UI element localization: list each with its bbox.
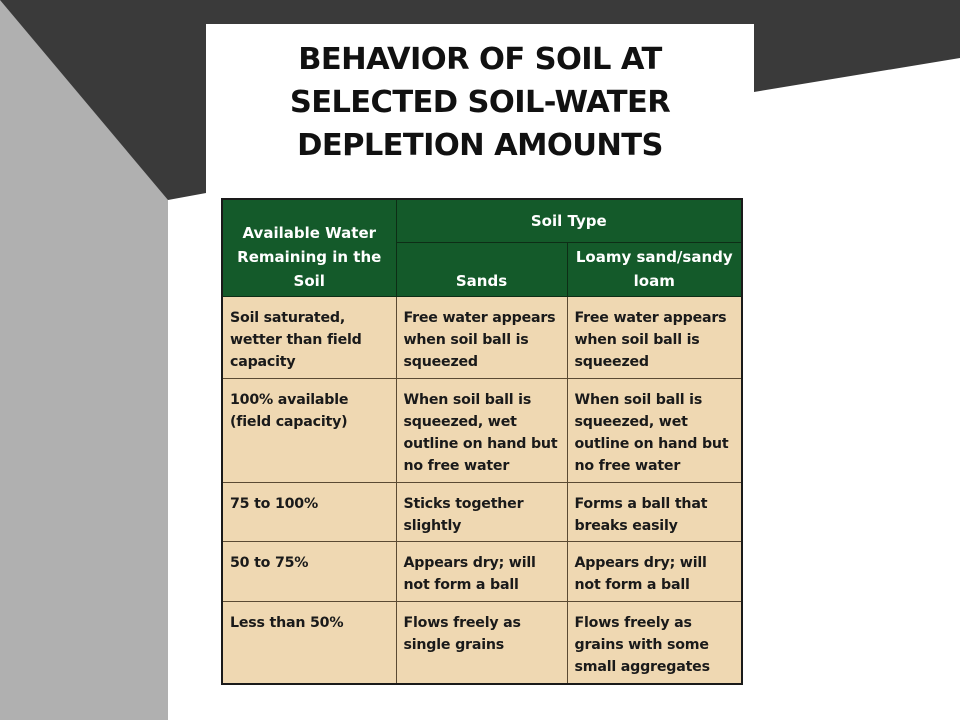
header-sands: Sands [396,243,567,297]
cell-sands: Free water appears when soil ball is squeezed [396,297,567,379]
header-soil-type: Soil Type [396,199,742,243]
header-row-1 [222,199,742,243]
title-line-1: BEHAVIOR OF SOIL AT [298,42,662,77]
table-row [222,601,742,684]
soil-behavior-table [221,198,743,685]
header-available-water: Available Water Remaining in the Soil [222,199,396,297]
cell-available: 50 to 75% [222,542,396,602]
cell-available: Soil saturated, wetter than field capacity [222,297,396,379]
cell-sands: When soil ball is squeezed, wet outline on hand but no free water [396,378,567,482]
table-row [222,378,742,482]
cell-sands: Appears dry; will not form a ball [396,542,567,602]
title-line-3: DEPLETION AMOUNTS [297,128,663,163]
figure-title [206,38,754,167]
cell-loam: Flows freely as grains with some small aggregates [567,601,742,684]
cell-loam: When soil ball is squeezed, wet outline on hand but no free water [567,378,742,482]
cell-loam: Free water appears when soil ball is squeezed [567,297,742,379]
cell-sands: Sticks together slightly [396,482,567,542]
title-line-2: SELECTED SOIL-WATER [289,85,671,120]
table-row [222,297,742,379]
cell-loam: Appears dry; will not form a ball [567,542,742,602]
cell-available: 75 to 100% [222,482,396,542]
cell-sands: Flows freely as single grains [396,601,567,684]
cell-available: Less than 50% [222,601,396,684]
table-row [222,482,742,542]
header-loamy-sand: Loamy sand/sandy loam [567,243,742,297]
cell-loam: Forms a ball that breaks easily [567,482,742,542]
cell-available: 100% available (field capacity) [222,378,396,482]
table-row [222,542,742,602]
